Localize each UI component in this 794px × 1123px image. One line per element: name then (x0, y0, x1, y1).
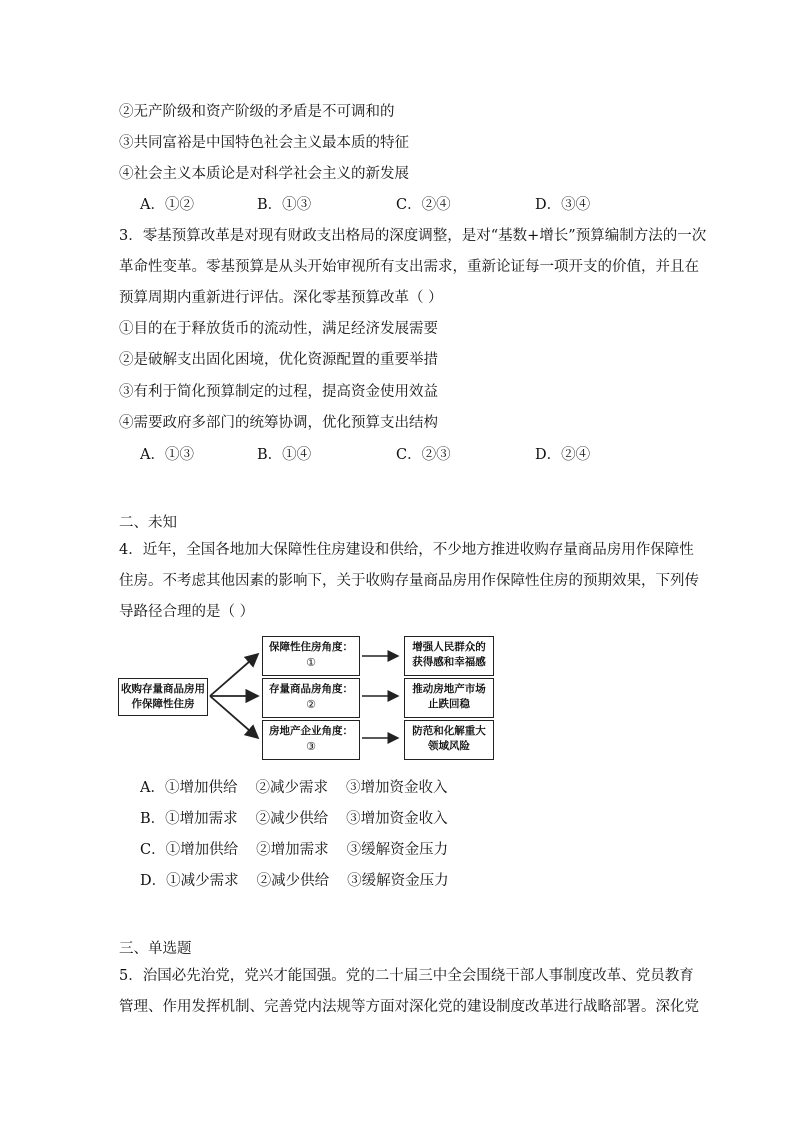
result-box-3-label: 防范和化解重大领域风险 (412, 725, 486, 752)
q4-option-a-letter: A． (140, 780, 165, 796)
middle-box-3-label: 房地产企业角度： (269, 725, 353, 737)
q3-stem-line-2: 革命性变革。零基预算是从头开始审视所有支出需求，重新论证每一项开支的价值，并且在 (119, 259, 699, 275)
middle-box-1 (262, 636, 360, 676)
result-box-3 (404, 720, 494, 760)
q3-item-3: ③有利于简化预算制定的过程，提高资金使用效益 (119, 384, 438, 400)
q4-option-d-part-2: ②减少供给 (256, 873, 330, 889)
middle-box-3 (262, 720, 360, 760)
q3-item-1: ①目的在于释放货币的流动性，满足经济发展需要 (119, 321, 438, 337)
q2-option-d: D．③④ (535, 197, 591, 213)
q4-option-b-letter: B． (140, 811, 166, 827)
q4-option-c-letter: C． (140, 842, 166, 858)
q3-option-a: A．①③ (140, 447, 194, 463)
middle-box-2 (262, 678, 360, 718)
section-heading-unknown: 二、未知 (119, 515, 177, 531)
q2-item-3: ③共同富裕是中国特色社会主义最本质的特征 (119, 135, 409, 151)
q4-option-c (140, 840, 466, 860)
q4-option-a-part-3: ③增加资金收入 (345, 780, 448, 796)
q4-option-d-letter: D． (140, 873, 167, 889)
q3-item-4: ④需要政府多部门的统筹协调，优化预算支出结构 (119, 415, 438, 431)
source-box (118, 678, 208, 716)
middle-box-1-mark: ① (306, 656, 316, 669)
q4-option-a-part-2: ②减少需求 (255, 780, 328, 796)
q4-option-c-part-1: ①增加供给 (165, 842, 239, 858)
q4-option-b-part-1: ①增加需求 (165, 811, 238, 827)
q4-option-b-part-2: ②减少供给 (255, 811, 329, 827)
q4-option-d-part-1: ①减少需求 (166, 873, 239, 889)
q4-option-c-part-3: ③缓解资金压力 (346, 842, 449, 858)
q3-option-c: C．②③ (396, 447, 451, 463)
transmission-path-diagram (118, 632, 498, 764)
q4-stem-line-3: 导路径合理的是（ ） (119, 604, 255, 620)
section-heading-single-choice: 三、单选题 (119, 941, 192, 957)
q3-option-d: D．②④ (535, 447, 591, 463)
q2-item-2: ②无产阶级和资产阶级的矛盾是不可调和的 (119, 104, 395, 120)
q4-stem-line-1: 4．近年，全国各地加大保障性住房建设和供给，不少地方推进收购存量商品房用作保障性 (119, 542, 694, 558)
arrow-to-box-1 (210, 654, 258, 696)
middle-box-1-label: 保障性住房角度： (269, 641, 353, 653)
q4-option-b (140, 809, 466, 829)
q2-option-a: A．①② (140, 197, 194, 213)
result-box-1 (404, 636, 494, 676)
q4-option-d-part-3: ③缓解资金压力 (347, 873, 449, 889)
q4-option-b-part-3: ③增加资金收入 (346, 811, 448, 827)
q5-stem-line-2: 管理、作用发挥机制、完善党内法规等方面对深化党的建设制度改革进行战略部署。深化党 (119, 999, 699, 1015)
q3-stem-line-1: 3．零基预算改革是对现有财政支出格局的深度调整，是对“基数+增长”预算编制方法的一次 (119, 228, 707, 244)
q4-option-d (140, 871, 467, 891)
q4-option-c-part-2: ②增加需求 (256, 842, 329, 858)
middle-box-2-mark: ② (306, 698, 316, 711)
result-box-2 (404, 678, 494, 718)
result-box-2-label: 推动房地产市场止跌回稳 (412, 683, 486, 710)
q2-option-c: C．②④ (396, 197, 451, 213)
q3-item-2: ②是破解支出固化困境，优化资源配置的重要举措 (119, 352, 438, 368)
q2-option-b: B．①③ (257, 197, 312, 213)
q4-option-a-part-1: ①增加供给 (164, 780, 238, 796)
q4-stem-line-2: 住房。不考虑其他因素的影响下，关于收购存量商品房用作保障性住房的预期效果，下列传 (119, 573, 699, 589)
source-box-label: 收购存量商品房用作保障性住房 (121, 683, 205, 710)
q3-option-b: B．①④ (257, 447, 312, 463)
q4-option-a (140, 778, 465, 798)
q3-stem-line-3: 预算周期内重新进行评估。深化零基预算改革（ ） (119, 290, 443, 306)
middle-box-2-label: 存量商品房角度： (269, 683, 353, 695)
result-box-1-label: 增强人民群众的获得感和幸福感 (412, 641, 486, 668)
middle-box-3-mark: ③ (306, 740, 316, 753)
q2-item-4: ④社会主义本质论是对科学社会主义的新发展 (119, 166, 409, 182)
arrow-to-box-3 (210, 696, 258, 738)
q5-stem-line-1: 5．治国必先治党，党兴才能国强。党的二十届三中全会围绕干部人事制度改革、党员教育 (119, 968, 694, 984)
